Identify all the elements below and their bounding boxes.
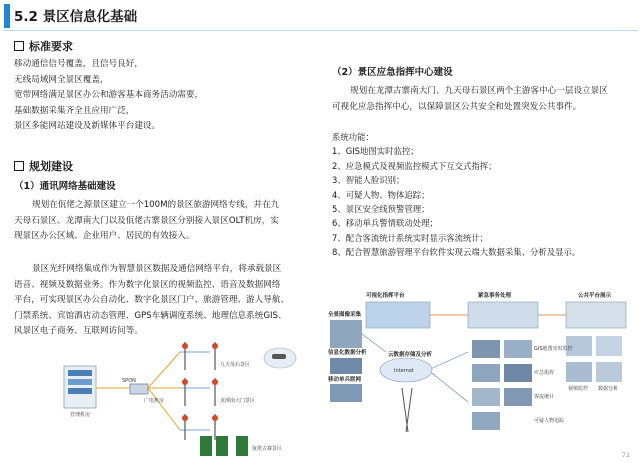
square-bullet-icon bbox=[14, 161, 24, 171]
bold-line: 天母石景区、龙潭南大门以及佤佬古寨景区分别接入景区OLT机房，实 bbox=[14, 215, 279, 226]
diagram-label: 佤佬古寨景区 bbox=[252, 446, 283, 452]
title-accent-bar bbox=[4, 4, 10, 28]
diagram-label: 可疑人物追踪 bbox=[534, 418, 565, 424]
function-item: 4、可疑人物、物体追踪； bbox=[332, 189, 430, 200]
diagram-label: 紧急事务处理 bbox=[478, 293, 512, 299]
bold-line: 规划在佤佬之源景区建立一个100M的景区旅游网络专线，并在九 bbox=[32, 200, 280, 210]
para-line: 景区光纤网络集成作为智慧景区数据及通信网络平台，将承载景区 bbox=[32, 264, 282, 274]
para-line: 风景区电子商务、互联网访问等。 bbox=[14, 326, 143, 337]
diagram-label: 应急指挥 bbox=[534, 370, 555, 376]
bold-line: 规划在龙潭古寨南大门、九天母石景区两个主游客中心一层设立景区 bbox=[350, 86, 608, 96]
diagram-label: Internet bbox=[394, 368, 414, 374]
title-divider bbox=[4, 30, 638, 31]
page-title: 5.2 景区信息化基础 bbox=[14, 9, 138, 25]
subsection-network-title: （1）通讯网络基础建设 bbox=[14, 181, 116, 192]
function-item: 2、应急模式及视频监控模式下互交式指挥； bbox=[332, 160, 497, 171]
para-line: 门禁系统、宾馆酒店动态管理、GPS车辆调度系统、地理信息系统GIS、 bbox=[14, 310, 287, 321]
standard-line: 移动通信信号覆盖，且信号良好， bbox=[14, 59, 143, 69]
function-list bbox=[332, 130, 580, 260]
standard-line: 景区多能网站建设及新媒体平台建设。 bbox=[14, 121, 161, 132]
function-item: 3、智能人脸识别； bbox=[332, 175, 405, 186]
para-line: 平台，可实现景区办公自动化、数字化景区门户、旅游管理、游人导航、 bbox=[14, 295, 290, 306]
diagram-label: 移动单兵联网 bbox=[328, 377, 362, 383]
standard-list bbox=[14, 57, 203, 135]
network-paragraph-1 bbox=[14, 198, 314, 245]
command-center-diagram bbox=[328, 292, 632, 438]
diagram-label: 数据分析 bbox=[598, 386, 619, 392]
diagram-label: 广电机房 bbox=[144, 398, 165, 404]
diagram-label: 云数据存储及分析 bbox=[388, 352, 433, 358]
bold-span: 可视化应急指挥中心 bbox=[332, 101, 410, 112]
command-diagram-graphics bbox=[328, 292, 632, 438]
diagram-label: 视频监控 bbox=[568, 386, 589, 392]
function-item: 7、配合客流统计系统实时显示客流统计； bbox=[332, 232, 489, 243]
diagram-label: 管理机房 bbox=[70, 412, 91, 418]
standard-line: 无线局域网全景区覆盖， bbox=[14, 74, 109, 85]
standard-line: 基础数据采集齐全且应用广泛， bbox=[14, 105, 135, 116]
page-number: 72 bbox=[621, 451, 630, 459]
diagram-label: GIS地图实时监控 bbox=[534, 346, 573, 352]
mixed-line bbox=[332, 100, 608, 116]
function-item: 1、GIS地图实时监控； bbox=[332, 146, 419, 157]
diagram-label: 公共平台展示 bbox=[578, 293, 612, 299]
standard-line: 宽带网络满足景区办公和游客基本商务活动需要， bbox=[14, 90, 204, 101]
function-item: 8、配合智慧旅游管理平台软件实现云端大数据采集、分析及显示。 bbox=[332, 247, 581, 258]
function-list-title: 系统功能： bbox=[332, 132, 374, 142]
function-item: 6、移动单兵警情联动处理； bbox=[332, 218, 438, 229]
function-item: 5、景区安全线预警管理； bbox=[332, 204, 430, 215]
normal-line: 现景区办公区域、企业用户、居民的有效接入。 bbox=[14, 231, 195, 242]
square-bullet-icon bbox=[14, 41, 24, 51]
planning-heading: 规划建设 bbox=[14, 158, 73, 174]
normal-span: ，以保障景区公共安全和处置突发公共事件。 bbox=[409, 101, 582, 112]
diagram-label: SPON bbox=[122, 378, 136, 384]
diagram-label: 信息化数据分析 bbox=[328, 350, 367, 356]
diagram-label: 龙潭南大门景区 bbox=[220, 398, 256, 404]
subsection-command-center-title: （2）景区应急指挥中心建设 bbox=[332, 67, 453, 78]
network-topology-diagram bbox=[60, 340, 310, 458]
network-paragraph-2 bbox=[14, 262, 289, 340]
diagram-label: 可视化指挥平台 bbox=[366, 293, 405, 299]
diagram-label: 全景图像采集 bbox=[328, 312, 362, 318]
para-line: 语音、视频及数据业务。作为数字化景区的视频监控、语音及数据网络 bbox=[14, 279, 281, 290]
command-center-paragraph bbox=[332, 84, 608, 115]
diagram-label: 九天母石景区 bbox=[220, 362, 251, 368]
topology-lines bbox=[60, 340, 310, 458]
standard-heading: 标准要求 bbox=[14, 38, 73, 54]
diagram-label: 客流统计 bbox=[534, 394, 555, 400]
